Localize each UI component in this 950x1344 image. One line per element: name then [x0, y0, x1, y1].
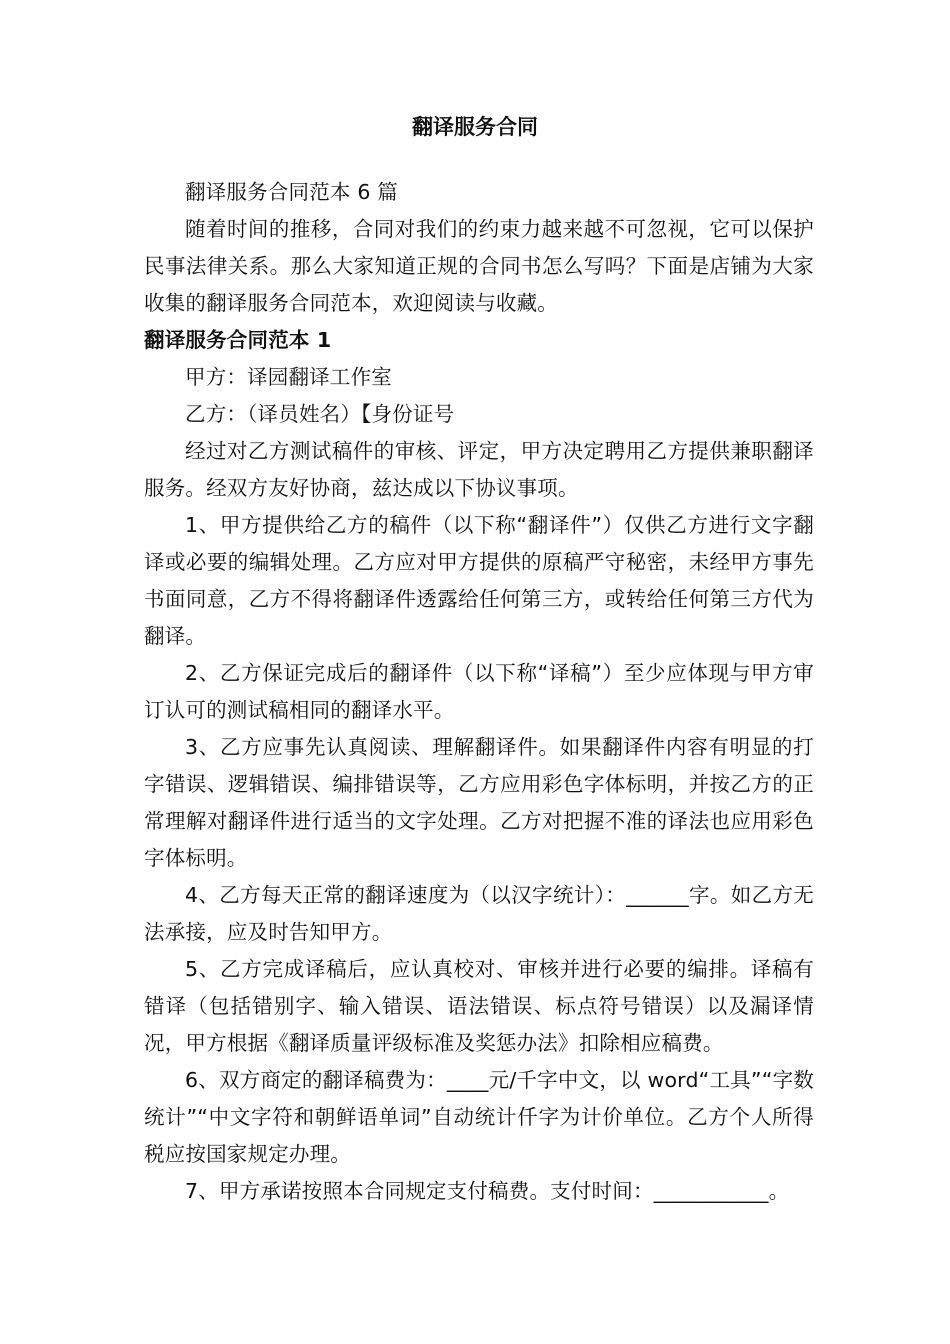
paragraph: 乙方：（译员姓名）【身份证号: [185, 402, 455, 426]
paragraph: 1、甲方提供给乙方的稿件（以下称“翻译件”）仅供乙方进行文字翻译或必要的编辑处理。乙方应对甲方提供的原稿严守秘密，未经甲方事先书面同意，乙方不得将翻译件透露给任何第三方，或转给任何第三方代为翻译。: [144, 513, 814, 648]
document-body: [144, 174, 814, 1210]
paragraph: 甲方：译园翻译工作室: [185, 365, 392, 389]
paragraph: 4、乙方每天正常的翻译速度为（以汉字统计）：______字。如乙方无法承接，应及时告知甲方。: [144, 883, 814, 944]
section-heading: 翻译服务合同范本 1: [144, 328, 332, 352]
document-title: 翻译服务合同: [412, 115, 538, 139]
paragraph: 2、乙方保证完成后的翻译件（以下称“译稿”）至少应体现与甲方审订认可的测试稿相同的翻译水平。: [144, 661, 814, 722]
paragraph: 经过对乙方测试稿件的审核、评定，甲方决定聘用乙方提供兼职翻译服务。经双方友好协商，兹达成以下协议事项。: [144, 439, 814, 500]
paragraph: 3、乙方应事先认真阅读、理解翻译件。如果翻译件内容有明显的打字错误、逻辑错误、编排错误等，乙方应用彩色字体标明，并按乙方的正常理解对翻译件进行适当的文字处理。乙方对把握不准的译法也应用彩色字体标明。: [144, 735, 814, 870]
paragraph: 随着时间的推移，合同对我们的约束力越来越不可忽视，它可以保护民事法律关系。那么大家知道正规的合同书怎么写吗？下面是店铺为大家收集的翻译服务合同范本，欢迎阅读与收藏。: [144, 217, 814, 315]
paragraph: 7、甲方承诺按照本合同规定支付稿费。支付时间：___________。: [185, 1179, 790, 1203]
paragraph: 5、乙方完成译稿后，应认真校对、审核并进行必要的编排。译稿有错译（包括错别字、输入错误、语法错误、标点符号错误）以及漏译情况，甲方根据《翻译质量评级标准及奖惩办法》扣除相应稿费。: [144, 957, 814, 1055]
paragraph: 翻译服务合同范本 6 篇: [185, 180, 398, 204]
paragraph: 6、双方商定的翻译稿费为：____元/千字中文，以 word“工具”“字数统计”“中文字符和朝鲜语单词”自动统计仟字为计价单位。乙方个人所得税应按国家规定办理。: [144, 1068, 814, 1166]
